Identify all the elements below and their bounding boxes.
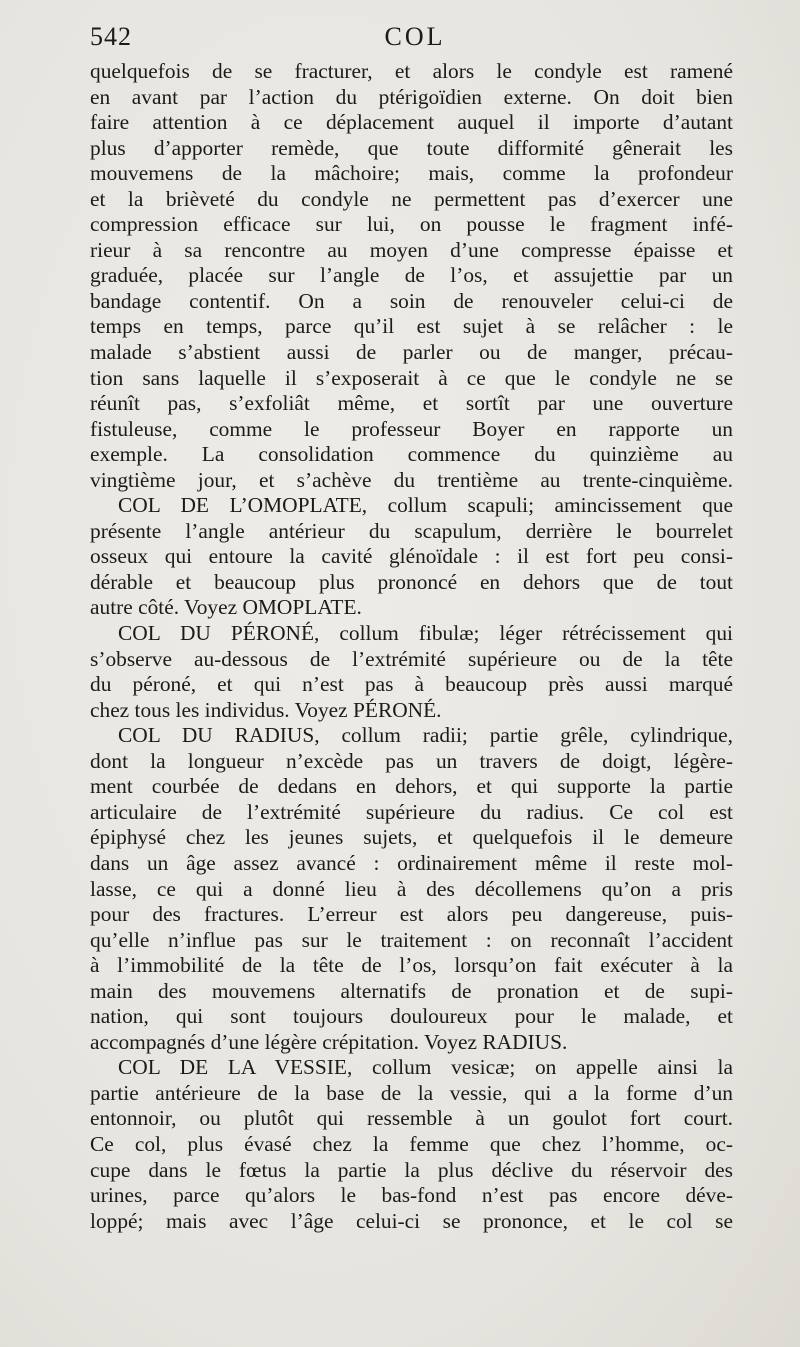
- text-line: nation, qui sont toujours douloureux pour le malade, et: [90, 1004, 733, 1029]
- running-head: COL: [384, 22, 446, 51]
- text-line: pour des fractures. L’erreur est alors peu dangereuse, puis-: [90, 902, 733, 927]
- text-line: accompagnés d’une légère crépitation. Voyez RADIUS.: [90, 1029, 568, 1054]
- text-line: entonnoir, ou plutôt qui ressemble à un goulot fort court.: [90, 1106, 733, 1131]
- text-line: faire attention à ce déplacement auquel il importe d’autant: [90, 110, 733, 135]
- text-line: malade s’abstient aussi de parler ou de manger, précau-: [90, 340, 733, 365]
- text-line: urines, parce qu’alors le bas-fond n’est pas encore déve-: [90, 1183, 733, 1208]
- text-line: à l’immobilité de la tête de l’os, lorsqu’on fait exécuter à la: [90, 953, 733, 978]
- text-line: partie antérieure de la base de la vessie, qui a la forme d’un: [90, 1080, 733, 1105]
- text-line: plus d’apporter remède, que toute difformité gênerait les: [90, 135, 733, 160]
- text-line: rieur à sa rencontre au moyen d’une compresse épaisse et: [90, 237, 733, 262]
- text-line: main des mouvemens alternatifs de pronation et de supi-: [90, 978, 733, 1003]
- text-line: autre côté. Voyez OMOPLATE.: [90, 595, 362, 620]
- entry-heading-line: COL DU RADIUS, collum radii; partie grêle, cylindrique,: [118, 723, 733, 748]
- text-line: bandage contentif. On a soin de renouveler celui-ci de: [90, 288, 733, 313]
- text-line: épiphysé chez les jeunes sujets, et quelquefois il le demeure: [90, 825, 733, 850]
- text-line: vingtième jour, et s’achève du trentième au trente-cinquième.: [90, 467, 733, 492]
- page-header: [90, 22, 740, 56]
- text-line: temps en temps, parce qu’il est sujet à se relâcher : le: [90, 314, 733, 339]
- text-line: dans un âge assez avancé : ordinairement même il reste mol-: [90, 850, 733, 875]
- page-number: 542: [90, 22, 132, 51]
- text-line: ment courbée de dedans en dehors, et qui supporte la partie: [90, 774, 733, 799]
- text-line: tion sans laquelle il s’exposerait à ce que le condyle ne se: [90, 365, 733, 390]
- text-line: réunît pas, s’exfoliât même, et sortît par une ouverture: [90, 391, 733, 416]
- text-line: dérable et beaucoup plus prononcé en dehors que de tout: [90, 569, 733, 594]
- text-line: en avant par l’action du ptérigoïdien externe. On doit bien: [90, 84, 733, 109]
- entry-heading-line: COL DU PÉRONÉ, collum fibulæ; léger rétrécissement qui: [118, 621, 733, 646]
- text-line: mouvemens de la mâchoire; mais, comme la profondeur: [90, 161, 733, 186]
- text-line: graduée, placée sur l’angle de l’os, et assujettie par un: [90, 263, 733, 288]
- body-text: [90, 59, 733, 1234]
- text-line: Ce col, plus évasé chez la femme que chez l’homme, oc-: [90, 1131, 733, 1156]
- text-line: et la brièveté du condyle ne permettent pas d’exercer une: [90, 186, 733, 211]
- text-line: qu’elle n’influe pas sur le traitement : on reconnaît l’accident: [90, 927, 733, 952]
- text-line: lasse, ce qui a donné lieu à des décollemens qu’on a pris: [90, 876, 733, 901]
- text-line: compression efficace sur lui, on pousse le fragment infé-: [90, 212, 733, 237]
- text-line: dont la longueur n’excède pas un travers de doigt, légère-: [90, 748, 733, 773]
- entry-heading-line: COL DE LA VESSIE, collum vesicæ; on appelle ainsi la: [118, 1055, 733, 1080]
- text-line: exemple. La consolidation commence du quinzième au: [90, 442, 733, 467]
- text-line: cupe dans le fœtus la partie la plus déclive du réservoir des: [90, 1157, 733, 1182]
- entry-heading-line: COL DE L’OMOPLATE, collum scapuli; amincissement que: [118, 493, 733, 518]
- text-line: loppé; mais avec l’âge celui-ci se prononce, et le col se: [90, 1208, 733, 1233]
- text-line: chez tous les individus. Voyez PÉRONÉ.: [90, 697, 442, 722]
- text-line: osseux qui entoure la cavité glénoïdale : il est fort peu consi-: [90, 544, 733, 569]
- text-line: présente l’angle antérieur du scapulum, derrière le bourrelet: [90, 518, 733, 543]
- text-line: fistuleuse, comme le professeur Boyer en rapporte un: [90, 416, 733, 441]
- text-line: articulaire de l’extrémité supérieure du radius. Ce col est: [90, 799, 733, 824]
- text-line: du péroné, et qui n’est pas à beaucoup près aussi marqué: [90, 672, 733, 697]
- text-line: s’observe au-dessous de l’extrémité supérieure ou de la tête: [90, 646, 733, 671]
- text-line: quelquefois de se fracturer, et alors le condyle est ramené: [90, 59, 733, 83]
